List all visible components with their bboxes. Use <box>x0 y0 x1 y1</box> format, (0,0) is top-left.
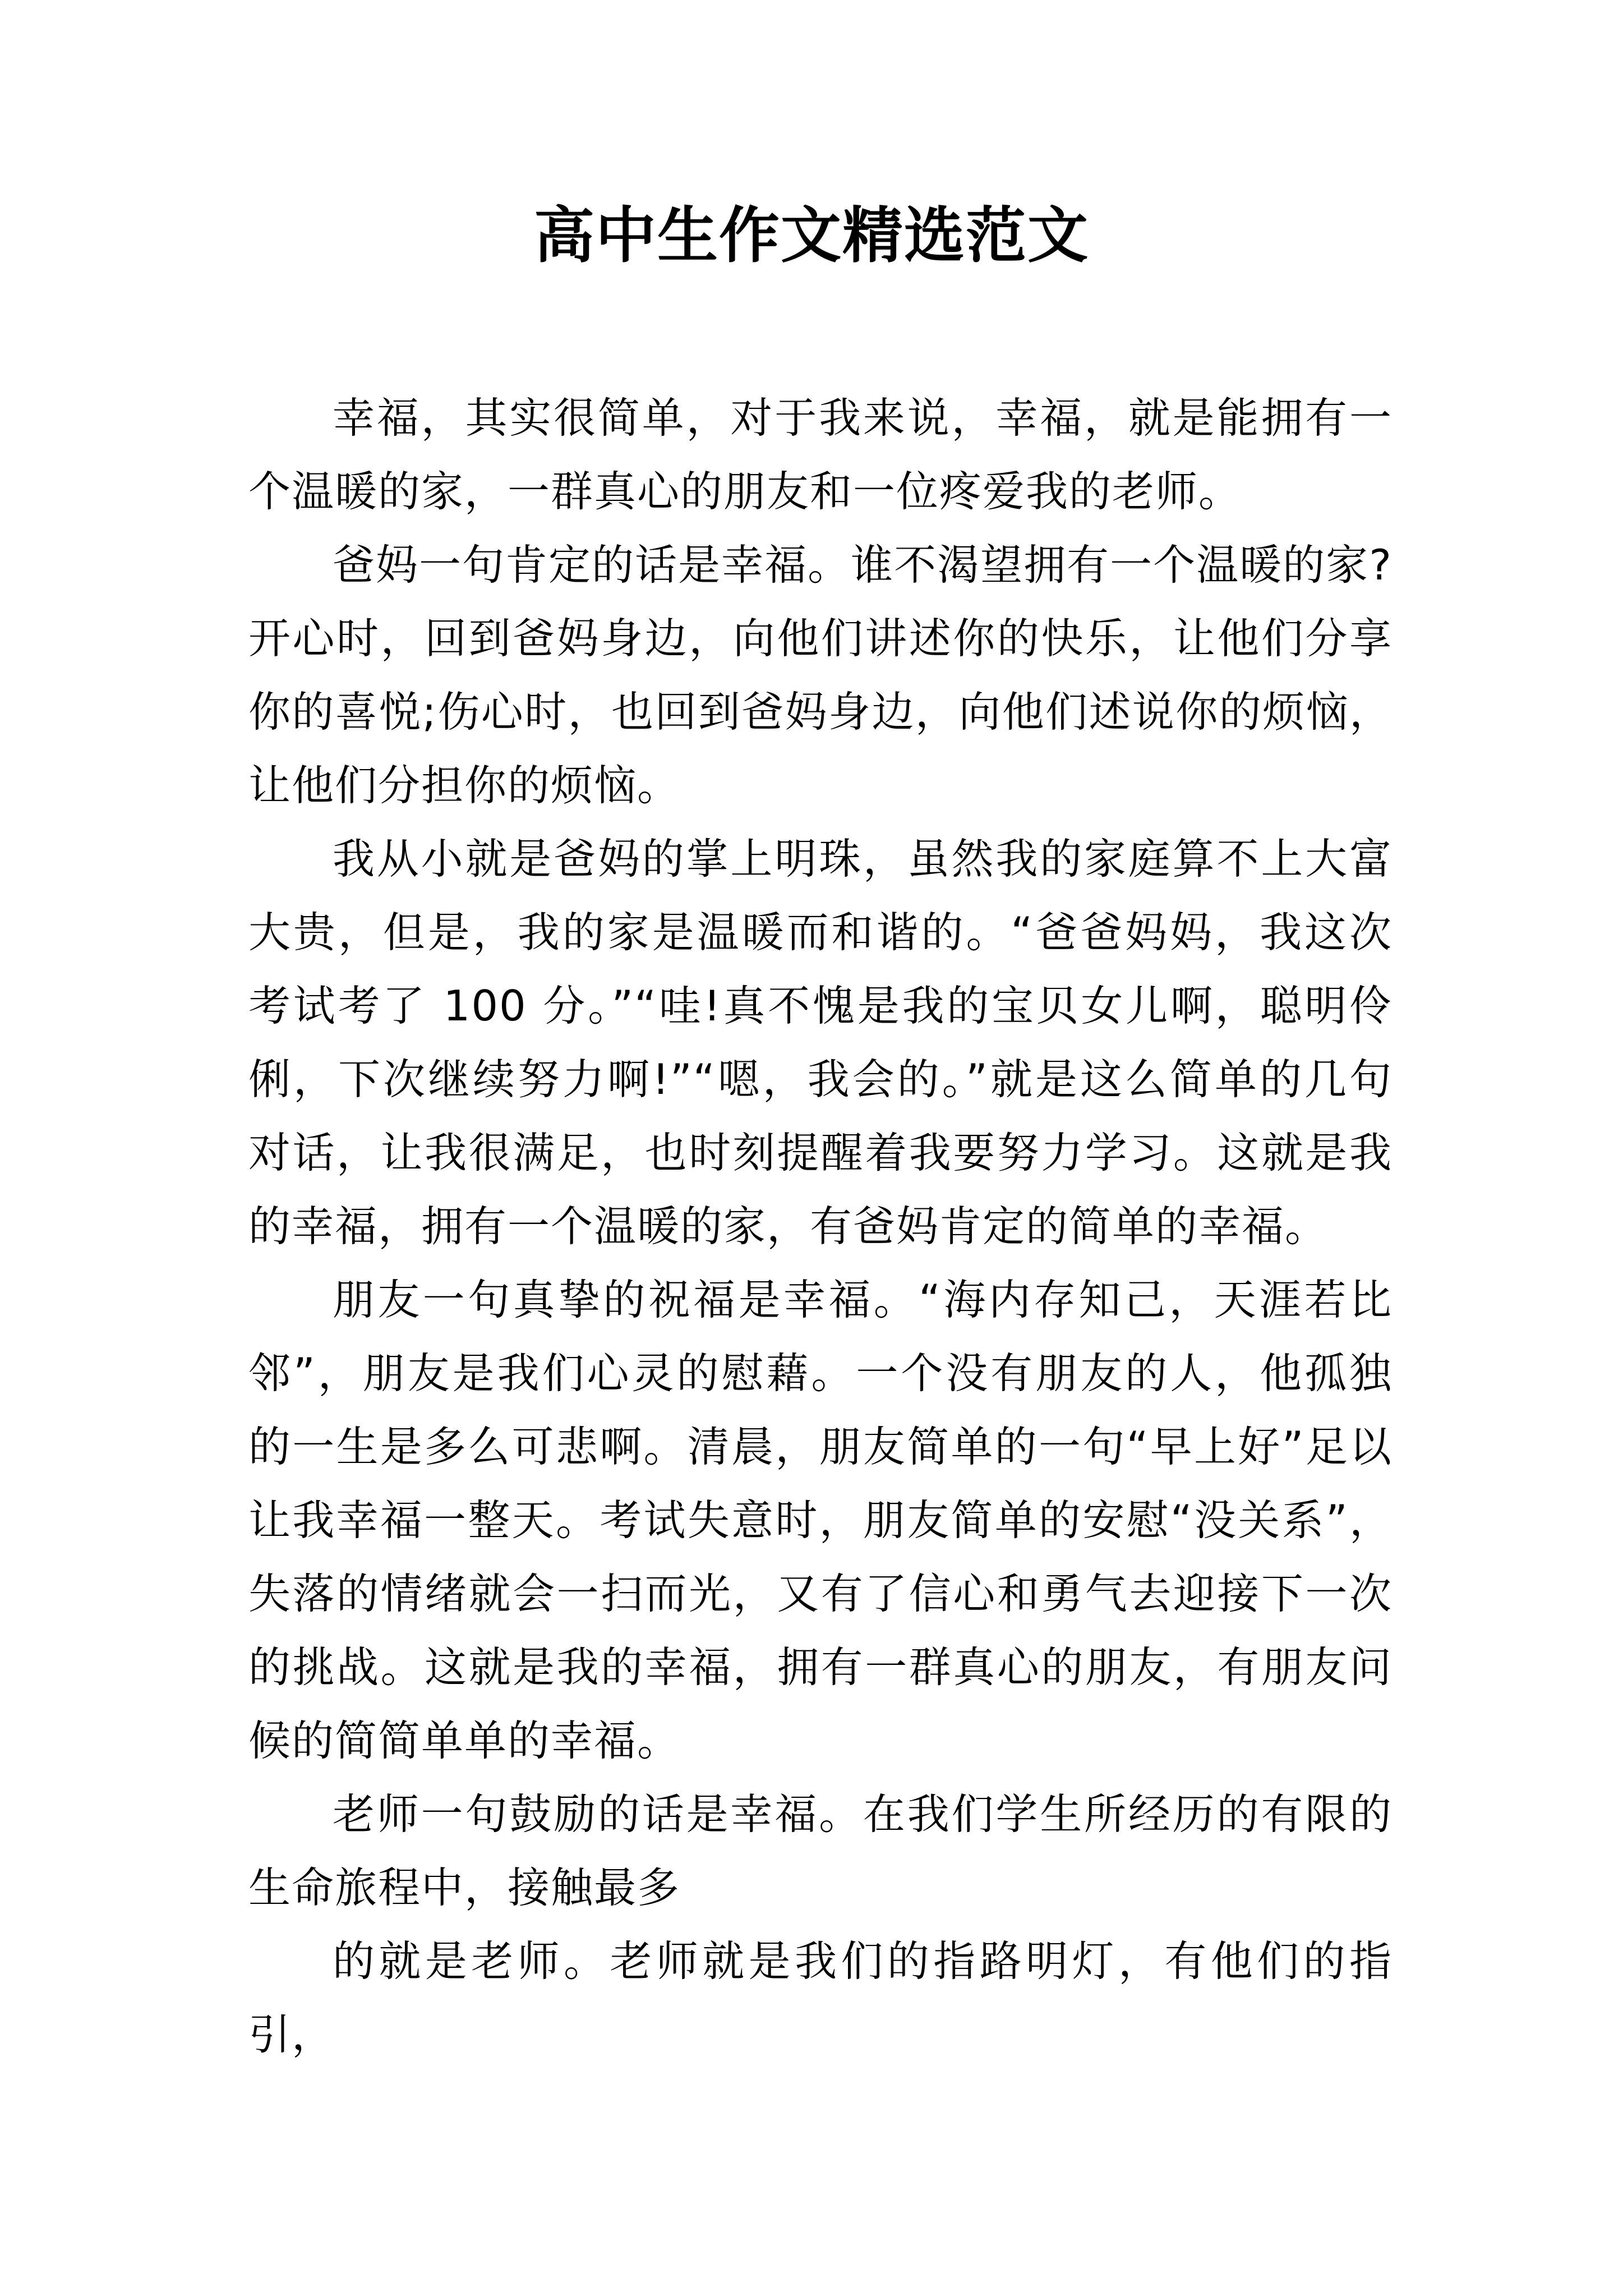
paragraph-4: 朋友一句真挚的祝福是幸福。“海内存知己，天涯若比邻”，朋友是我们心灵的慰藉。一个没有朋友的人，他孤独的一生是多么可悲啊。清晨，朋友简单的一句“早上好”足以让我幸福一整天。考试失意时，朋友简单的安慰“没关系”，失落的情绪就会一扫而光，又有了信心和勇气去迎接下一次的挑战。这就是我的幸福，拥有一群真心的朋友，有朋友问候的简简单单的幸福。 <box>248 1275 1393 1765</box>
paragraph-5: 老师一句鼓励的话是幸福。在我们学生所经历的有限的生命旅程中，接触最多 <box>248 1789 1393 1912</box>
paragraph-3: 我从小就是爸妈的掌上明珠，虽然我的家庭算不上大富大贵，但是，我的家是温暖而和谐的。“爸爸妈妈，我这次考试考了 100 分。”“哇!真不愧是我的宝贝女儿啊，聪明伶俐，下次继续努力啊!”“嗯，我会的。”就是这么简单的几句对话，让我很满足，也时刻提醒着我要努力学习。这就是我的幸福，拥有一个温暖的家，有爸妈肯定的简单的幸福。 <box>248 834 1393 1251</box>
paragraph-6: 的就是老师。老师就是我们的指路明灯，有他们的指引， <box>248 1936 1393 2059</box>
document-body <box>248 381 1393 2072</box>
paragraph-2: 爸妈一句肯定的话是幸福。谁不渴望拥有一个温暖的家?开心时，回到爸妈身边，向他们讲述你的快乐，让他们分享你的喜悦;伤心时，也回到爸妈身边，向他们述说你的烦恼，让他们分担你的烦恼。 <box>248 540 1393 810</box>
paragraph-1: 幸福，其实很简单，对于我来说，幸福，就是能拥有一个温暖的家，一群真心的朋友和一位疼爱我的老师。 <box>248 393 1393 516</box>
document-title: 高中生作文精选范文 <box>533 200 1089 271</box>
